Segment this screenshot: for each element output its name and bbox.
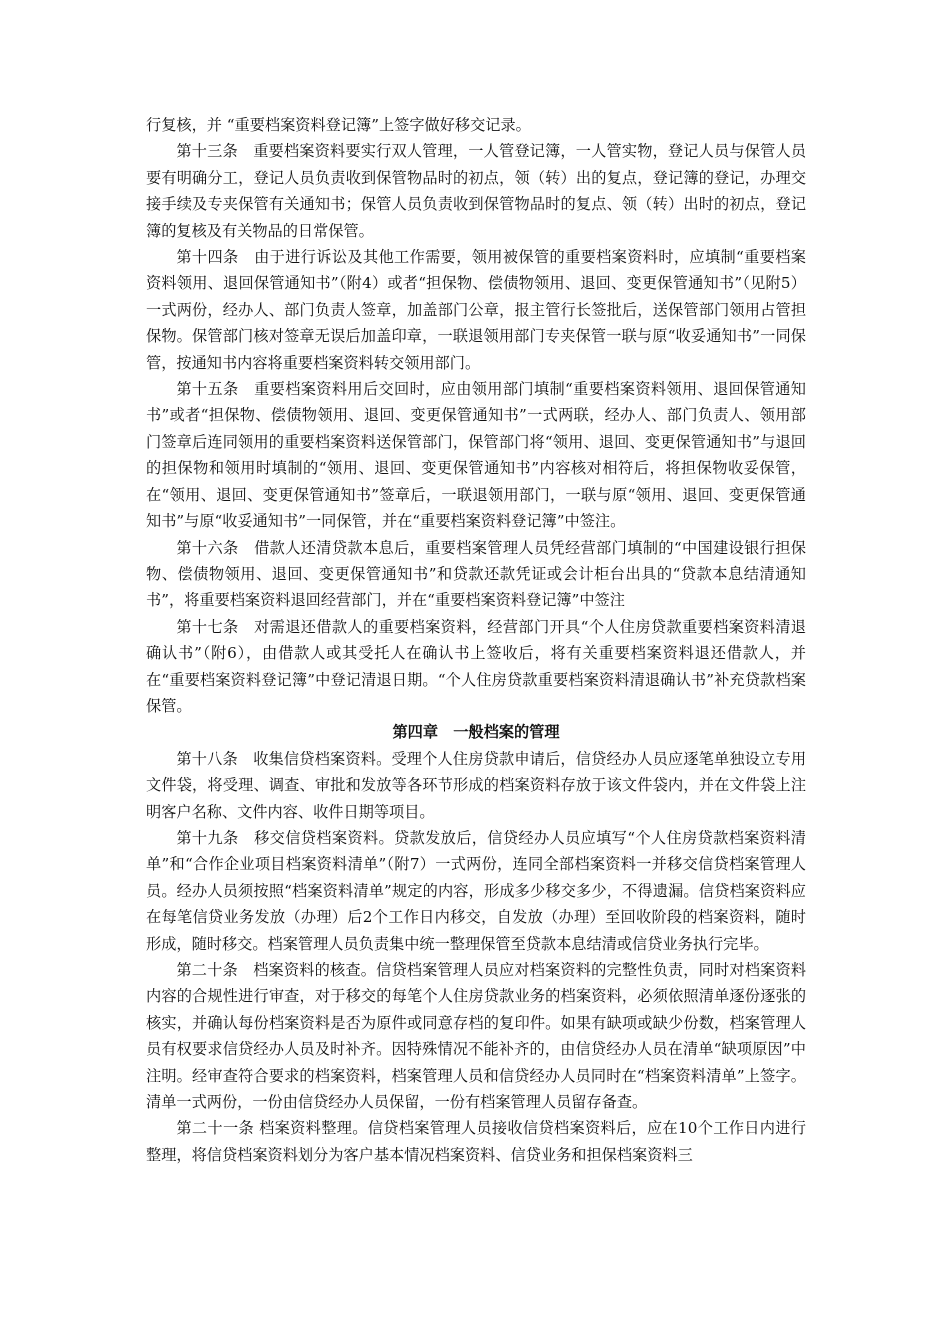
article-14: 第十四条 由于进行诉讼及其他工作需要，领用被保管的重要档案资料时，应填制“重要档案资料领用、退回保管通知书”（附4）或者“担保物、偿债物领用、退回、变更保管通知书”（见附5）一式两份，经办人、部门负责人签章，加盖部门公章，报主管行长签批后，送保管部门领用占管担保物。保管部门核对签章无误后加盖印章，一联退领用部门专夹保管一联与原“收妥通知书”一同保管，按通知书内容将重要档案资料转交领用部门。 [146, 248, 806, 372]
article-18: 第十八条 收集信贷档案资料。受理个人住房贷款申请后，信贷经办人员应逐笔单独设立专用文件袋，将受理、调查、审批和发放等各环节形成的档案资料存放于该文件袋内，并在文件袋上注明客户名称、文件内容、收件日期等项目。 [146, 749, 806, 821]
chapter-heading: 第四章 一般档案的管理 [392, 723, 560, 742]
document-page [146, 112, 806, 1168]
article-15: 第十五条 重要档案资料用后交回时，应由领用部门填制“重要档案资料领用、退回保管通知书”或者“担保物、偿债物领用、退回、变更保管通知书”一式两联，经办人、部门负责人、领用部门签章后连同领用的重要档案资料送保管部门，保管部门将“领用、退回、变更保管通知书”与退回的担保物和领用时填制的“领用、退回、变更保管通知书”内容核对相符后，将担保物收妥保管，在“领用、退回、变更保管通知书”签章后，一联退领用部门，一联与原“领用、退回、变更保管通知书”与原“收妥通知书”一同保管，并在“重要档案资料登记簿”中签注。 [146, 380, 806, 531]
article-21: 第二十一条 档案资料整理。信贷档案管理人员接收信贷档案资料后，应在10个工作日内进行整理，将信贷档案资料划分为客户基本情况档案资料、信贷业务和担保档案资料三 [146, 1119, 806, 1164]
article-16: 第十六条 借款人还清贷款本息后，重要档案管理人员凭经营部门填制的“中国建设银行担保物、偿债物领用、退回、变更保管通知书”和贷款还款凭证或会计柜台出具的“贷款本息结清通知书”，将重要档案资料退回经营部门，并在“重要档案资料登记簿”中签注 [146, 538, 806, 610]
article-20: 第二十条 档案资料的核查。信贷档案管理人员应对档案资料的完整性负责，同时对档案资料内容的合规性进行审查，对于移交的每笔个人住房贷款业务的档案资料，必须依照清单逐份逐张的核实，并确认每份档案资料是否为原件或同意存档的复印件。如果有缺项或缺少份数，档案管理人员有权要求信贷经办人员及时补齐。因特殊情况不能补齐的，由信贷经办人员在清单“缺项原因”中注明。经审查符合要求的档案资料，档案管理人员和信贷经办人员同时在“档案资料清单”上签字。清单一式两份，一份由信贷经办人员保留，一份有档案管理人员留存备查。 [146, 961, 806, 1112]
article-13: 第十三条 重要档案资料要实行双人管理，一人管登记簿，一人管实物，登记人员与保管人员要有明确分工，登记人员负责收到保管物品时的初点，领（转）出的复点，登记簿的登记，办理交接手续及专夹保管有关通知书；保管人员负责收到保管物品时的复点、领（转）出时的初点，登记簿的复核及有关物品的日常保管。 [146, 142, 806, 240]
article-19: 第十九条 移交信贷档案资料。贷款发放后，信贷经办人员应填写“个人住房贷款档案资料清单”和“合作企业项目档案资料清单”（附7）一式两份，连同全部档案资料一并移交信贷档案管理人员。经办人员须按照“档案资料清单”规定的内容，形成多少移交多少，不得遗漏。信贷档案资料应在每笔信贷业务发放（办理）后2个工作日内移交，自发放（办理）至回收阶段的档案资料，随时形成，随时移交。档案管理人员负责集中统一整理保管至贷款本息结清或信贷业务执行完毕。 [146, 828, 806, 953]
article-17: 第十七条 对需退还借款人的重要档案资料，经营部门开具“个人住房贷款重要档案资料清退确认书”（附6），由借款人或其受托人在确认书上签收后，将有关重要档案资料退还借款人，并在“重要档案资料登记簿”中登记清退日期。“个人住房贷款重要档案资料清退确认书”补充贷款档案保管。 [146, 617, 806, 715]
paragraph-continuation: 行复核，并 “重要档案资料登记簿”上签字做好移交记录。 [146, 116, 531, 134]
